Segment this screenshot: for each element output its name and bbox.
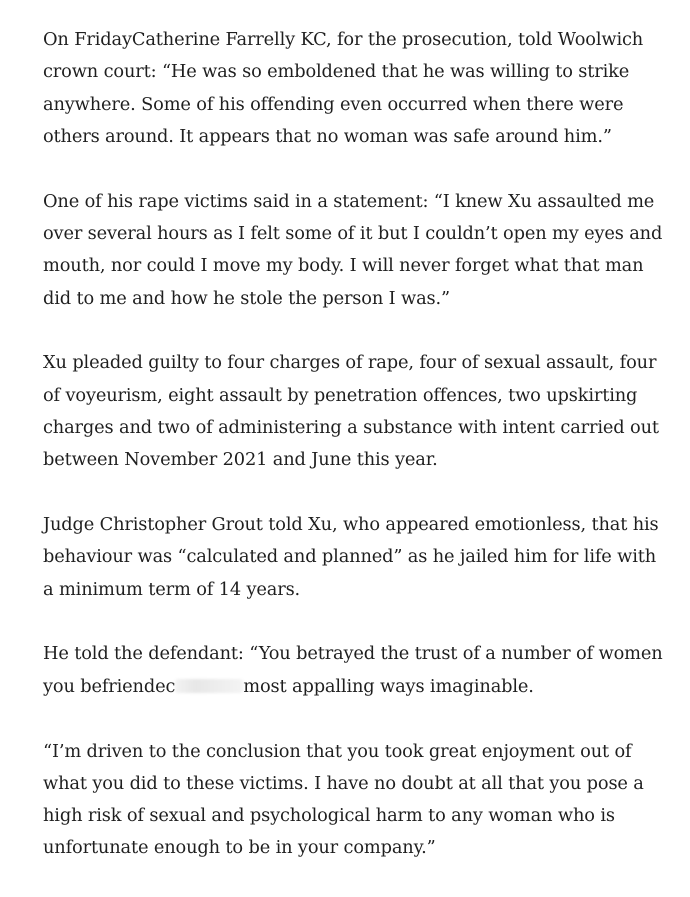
article-body	[43, 24, 683, 897]
text-line: “I’m driven to the conclusion that you took great enjoyment out of	[43, 740, 632, 762]
text-line: high risk of sexual and psychological harm to any woman who is	[43, 805, 615, 827]
text-line: what you did to these victims. I have no doubt at all that you pose a	[43, 772, 644, 794]
text-line: behaviour was “calculated and planned” as he jailed him for life with	[43, 546, 657, 568]
text-fragment: most appalling ways imaginable.	[243, 675, 534, 697]
text-line: On FridayCatherine Farrelly KC, for the prosecution, told Woolwich	[43, 29, 644, 50]
text-line-obscured	[43, 671, 683, 703]
text-line: Xu pleaded guilty to four charges of rape, four of sexual assault, four	[43, 352, 657, 374]
paragraph-prosecution-quote	[43, 24, 683, 153]
paragraph-charges	[43, 347, 683, 476]
paragraph-victim-statement	[43, 186, 683, 315]
text-line: crown court: “He was so emboldened that he was willing to strike	[43, 61, 630, 83]
text-line: of voyeurism, eight assault by penetration offences, two upskirting	[43, 384, 638, 406]
text-line: did to me and how he stole the person I was.”	[43, 287, 450, 309]
text-line: over several hours as I felt some of it but I couldn’t open my eyes and	[43, 222, 663, 244]
text-fragment: you befriendec	[43, 675, 176, 697]
text-line: One of his rape victims said in a statement: “I knew Xu assaulted me	[43, 190, 655, 212]
text-line: He told the defendant: “You betrayed the trust of a number of women	[43, 643, 663, 665]
text-line: unfortunate enough to be in your company.”	[43, 837, 436, 859]
text-line: a minimum term of 14 years.	[43, 578, 301, 600]
text-line: anywhere. Some of his offending even occurred when there were	[43, 93, 624, 115]
text-line: Judge Christopher Grout told Xu, who appeared emotionless, that his	[43, 514, 659, 536]
text-line: charges and two of administering a substance with intent carried out	[43, 416, 659, 438]
paragraph-judge-conclusion	[43, 736, 683, 865]
paragraph-sentencing	[43, 509, 683, 606]
text-line: others around. It appears that no woman was safe around him.”	[43, 125, 612, 147]
paragraph-judge-remarks	[43, 638, 683, 703]
text-line: between November 2021 and June this year.	[43, 449, 438, 471]
text-line: mouth, nor could I move my body. I will never forget what that man	[43, 255, 644, 277]
obscured-region	[175, 679, 243, 693]
